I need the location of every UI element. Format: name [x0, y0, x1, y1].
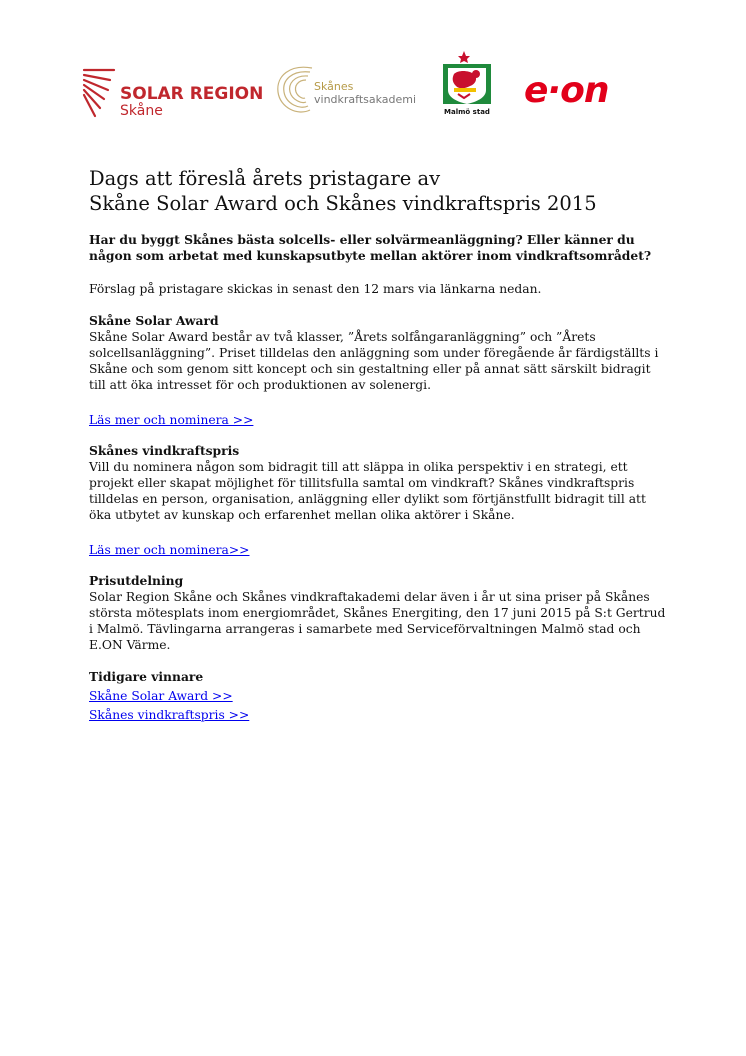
previous-solar-award-link[interactable]: Skåne Solar Award >>: [89, 689, 233, 703]
vindkraftsakademi-logo: [272, 62, 417, 120]
solar-award-nominate-link[interactable]: Läs mer och nominera >>: [89, 413, 254, 427]
tidigare-vinnare-heading: Tidigare vinnare: [89, 669, 204, 684]
spiral-icon: [272, 62, 316, 120]
vindkraftspris-body: Vill du nominera någon som bidragit till att släppa in olika perspektiv i en strategi, ett projekt eller skapat möjlighet för tillitsfulla samtal om vindkraft? Skånes vindkraftspris tilldelas en person, organisation, anläggning eller dylikt som förtjänstfullt bidragit till att öka utbytet av kunskap och erfarenhet mellan olika aktörer i Skåne.: [89, 460, 646, 522]
page-title: [89, 166, 669, 216]
title-line-2: Skåne Solar Award och Skånes vindkraftspris 2015: [89, 192, 597, 215]
tidigare-vinnare-section: [89, 669, 669, 723]
prisutdelning-heading: Prisutdelning: [89, 573, 184, 588]
solar-stripes-icon: [80, 66, 120, 124]
solar-region-title: SOLAR REGION: [120, 84, 264, 104]
intro-paragraph: Förslag på pristagare skickas in senast den 12 mars via länkarna nedan.: [89, 282, 542, 296]
title-line-1: Dags att föreslå årets pristagare av: [89, 167, 441, 190]
lead-paragraph: Har du byggt Skånes bästa solcells- eller solvärmeanläggning? Eller känner du någon som arbetat med kunskapsutbyte mellan aktörer inom vindkraftsområdet?: [89, 232, 652, 263]
solar-award-heading: Skåne Solar Award: [89, 313, 219, 328]
eon-logo: [524, 70, 648, 114]
article: [89, 166, 669, 723]
eon-wordmark: e·on: [524, 70, 609, 111]
solar-award-body: Skåne Solar Award består av två klasser, ”Årets solfångaranläggning” och ”Årets solcellsanläggning”. Priset tilldelas den anläggning som under föregående år färdigställts i Skåne och som genom sitt koncept och sin gestaltning eller på annat sätt särskilt bidragit till att öka intresset för och produktionen av solenergi.: [89, 330, 659, 392]
previous-vindkraftspris-link[interactable]: Skånes vindkraftspris >>: [89, 708, 250, 722]
solar-award-section: [89, 313, 669, 393]
prisutdelning-section: [89, 573, 669, 653]
solar-award-link-wrap: [89, 409, 669, 428]
solar-region-subtitle: Skåne: [120, 103, 163, 119]
vindkraftspris-heading: Skånes vindkraftspris: [89, 443, 240, 458]
vindkraftspris-link-wrap: [89, 539, 669, 558]
malmo-caption: Malmö stad: [444, 108, 490, 116]
vindkraftspris-section: [89, 443, 669, 523]
vindkraft-line1: Skånes: [314, 80, 354, 93]
prisutdelning-body: Solar Region Skåne och Skånes vindkraftakademi delar även i år ut sina priser på Skånes största mötesplats inom energiområdet, Skånes Energiting, den 17 juni 2015 på S:t Gertrud i Malmö. Tävlingarna arrangeras i samarbete med Serviceförvaltningen Malmö stad och E.ON Värme.: [89, 590, 666, 652]
malmo-stad-logo: [440, 50, 494, 120]
logo-bar: [0, 0, 746, 130]
vindkraft-line2: vindkraftsakademi: [314, 93, 417, 106]
coat-of-arms-icon: [440, 50, 494, 106]
vindkraftspris-nominate-link[interactable]: Läs mer och nominera>>: [89, 543, 250, 557]
solar-region-logo: [80, 66, 264, 124]
